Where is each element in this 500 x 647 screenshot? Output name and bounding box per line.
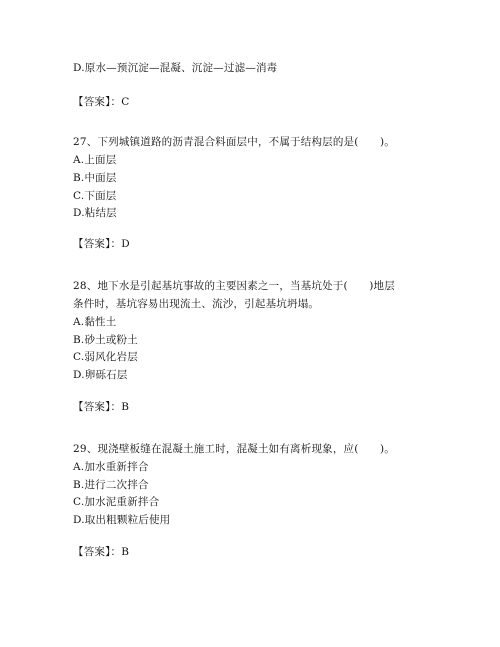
prev-option-d: D.原水—预沉淀—混凝、沉淀—过滤—消毒 <box>73 62 278 74</box>
question-28-option-d: D.卵砾石层 <box>73 369 128 381</box>
answer-27: 【答案】：D <box>73 238 130 250</box>
question-27-option-a: A.上面层 <box>73 154 117 166</box>
answer-26: 【答案】：C <box>73 96 130 108</box>
question-27-stem: 27、下列城镇道路的沥青混合料面层中，不属于结构层的是( )。 <box>73 136 395 148</box>
answer-29: 【答案】：B <box>73 546 130 558</box>
question-28-option-b: B.砂土或粉土 <box>73 334 138 346</box>
question-29-option-a: A.加水重新拌合 <box>73 461 149 473</box>
question-27-option-b: B.中面层 <box>73 172 117 184</box>
question-29-option-b: B.进行二次拌合 <box>73 479 149 491</box>
question-28-stem-line1: 28、地下水是引起基坑事故的主要因素之一，当基坑处于( )地层 <box>73 280 395 292</box>
question-28-option-c: C.弱风化岩层 <box>73 351 138 363</box>
question-27-option-d: D.粘结层 <box>73 207 117 219</box>
question-29-stem: 29、现浇壁板缝在混凝土施工时，混凝土如有离析现象，应( )。 <box>73 443 395 455</box>
answer-28: 【答案】：B <box>73 401 130 413</box>
question-28-option-a: A.黏性土 <box>73 316 117 328</box>
question-27-option-c: C.下面层 <box>73 190 117 202</box>
question-28-stem-line2: 条件时，基坑容易出现流土、流沙，引起基坑坍塌。 <box>73 298 320 310</box>
question-29-option-d: D.取出粗颗粒后使用 <box>73 514 171 526</box>
question-29-option-c: C.加水泥重新拌合 <box>73 496 160 508</box>
